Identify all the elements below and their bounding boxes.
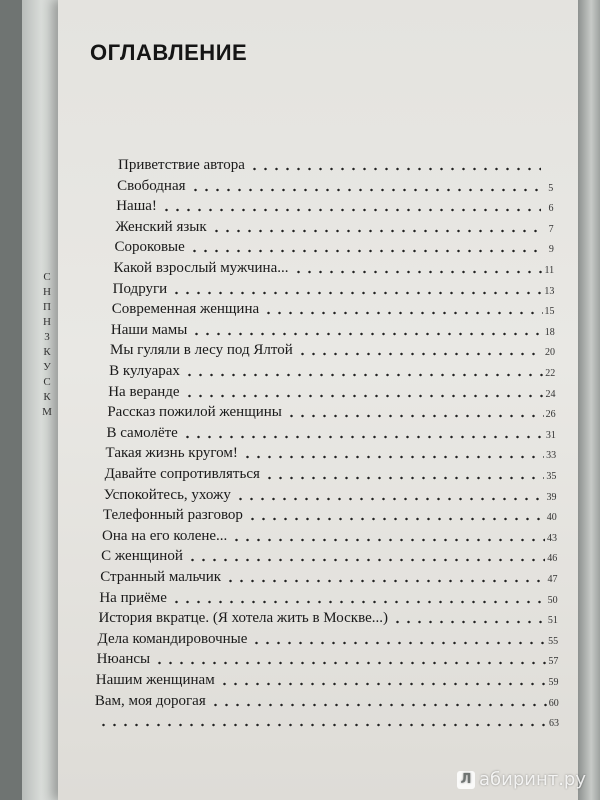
- left-page-fragment: С Н П Н 3 К У С К М: [42, 271, 52, 418]
- toc-entry-page: 20: [545, 347, 555, 359]
- toc-entry-page: 5: [548, 182, 554, 194]
- toc-entry-title: Наши мамы: [110, 321, 188, 338]
- toc-entry-title: В кулуарах: [109, 363, 180, 379]
- watermark-text: абиринт.ру: [478, 769, 586, 790]
- toc-entry-title: Дела командировочные: [97, 630, 248, 647]
- toc-entry-title: Подруги: [112, 280, 168, 297]
- book-page: [58, 0, 580, 800]
- toc-entry-page: 50: [547, 594, 558, 606]
- toc-entry-title: Приветствие автора: [118, 157, 245, 173]
- toc-entry-page: 46: [547, 553, 558, 565]
- toc-entry-page: 47: [547, 574, 558, 585]
- toc-entry-page: 43: [547, 532, 557, 544]
- toc-entry-title: В самолёте: [106, 424, 178, 441]
- toc-entry-title: Мы гуляли в лесу под Ялтой: [110, 342, 293, 359]
- toc-entry-page: 35: [546, 471, 557, 482]
- toc-entry-page: 15: [544, 306, 555, 318]
- toc-entry-page: 11: [544, 265, 555, 276]
- toc-entry-page: 55: [548, 635, 559, 647]
- toc-entry-title: Наша!: [116, 198, 157, 215]
- toc-entry-page: 13: [544, 285, 555, 297]
- toc-entry-page: 40: [546, 512, 557, 524]
- toc-entry-title: Какой взрослый мужчина...: [113, 260, 289, 276]
- toc-entry-title: Нашим женщинам: [95, 672, 215, 688]
- toc-entry-title: Странный мальчик: [100, 569, 222, 585]
- toc-entry-page: 39: [546, 491, 557, 503]
- toc-entry-title: Она на его колене...: [102, 527, 228, 544]
- toc-entry-page: 9: [548, 244, 554, 256]
- toc-entry-page: 31: [545, 429, 556, 441]
- toc-entry-title: Вам, моя дорогая: [94, 692, 206, 709]
- toc-entry-page: 63: [549, 718, 559, 730]
- toc-entry-page: 18: [544, 326, 555, 338]
- toc-entry-title: Сороковые: [114, 239, 185, 256]
- toc-entry-title: Свободная: [117, 177, 186, 194]
- toc-entry-title: Такая жизнь кругом!: [105, 445, 238, 462]
- watermark: [457, 769, 586, 790]
- toc-entry-title: Телефонный разговор: [102, 507, 243, 524]
- page-title: ОГЛАВЛЕНИЕ: [90, 40, 248, 65]
- right-page-edge: [578, 0, 600, 800]
- toc-entry-title: Современная женщина: [111, 301, 260, 318]
- toc-entry-page: 24: [545, 388, 556, 400]
- toc-entry-page: 57: [548, 656, 559, 668]
- toc-entry-page: 7: [548, 223, 554, 235]
- toc-entry-title: Давайте сопротивляться: [104, 466, 260, 482]
- toc-entry-page: 26: [545, 409, 556, 421]
- toc-entry-title: На веранде: [108, 383, 180, 400]
- toc-entry-page: 59: [548, 677, 559, 688]
- toc-entry-title: С женщиной: [101, 548, 183, 565]
- toc-entry-title: На приёме: [99, 589, 167, 606]
- toc-entry-title: Рассказ пожилой женщины: [107, 404, 282, 421]
- toc-entry-title: Нюансы: [96, 651, 151, 668]
- toc-entry-page: 6: [548, 203, 554, 215]
- toc-entry-title: Успокойтесь, ухожу: [103, 486, 231, 503]
- toc-entry-title: Женский язык: [115, 218, 207, 235]
- toc-entry-title: История вкратце. (Я хотела жить в Москве...): [98, 610, 388, 627]
- toc-entry-page: 22: [545, 368, 556, 379]
- toc-entry-page: 33: [546, 450, 557, 462]
- toc-entry-page: 60: [548, 697, 559, 709]
- toc-entry-page: 51: [547, 615, 558, 627]
- labirint-logo-icon: Л: [457, 771, 475, 789]
